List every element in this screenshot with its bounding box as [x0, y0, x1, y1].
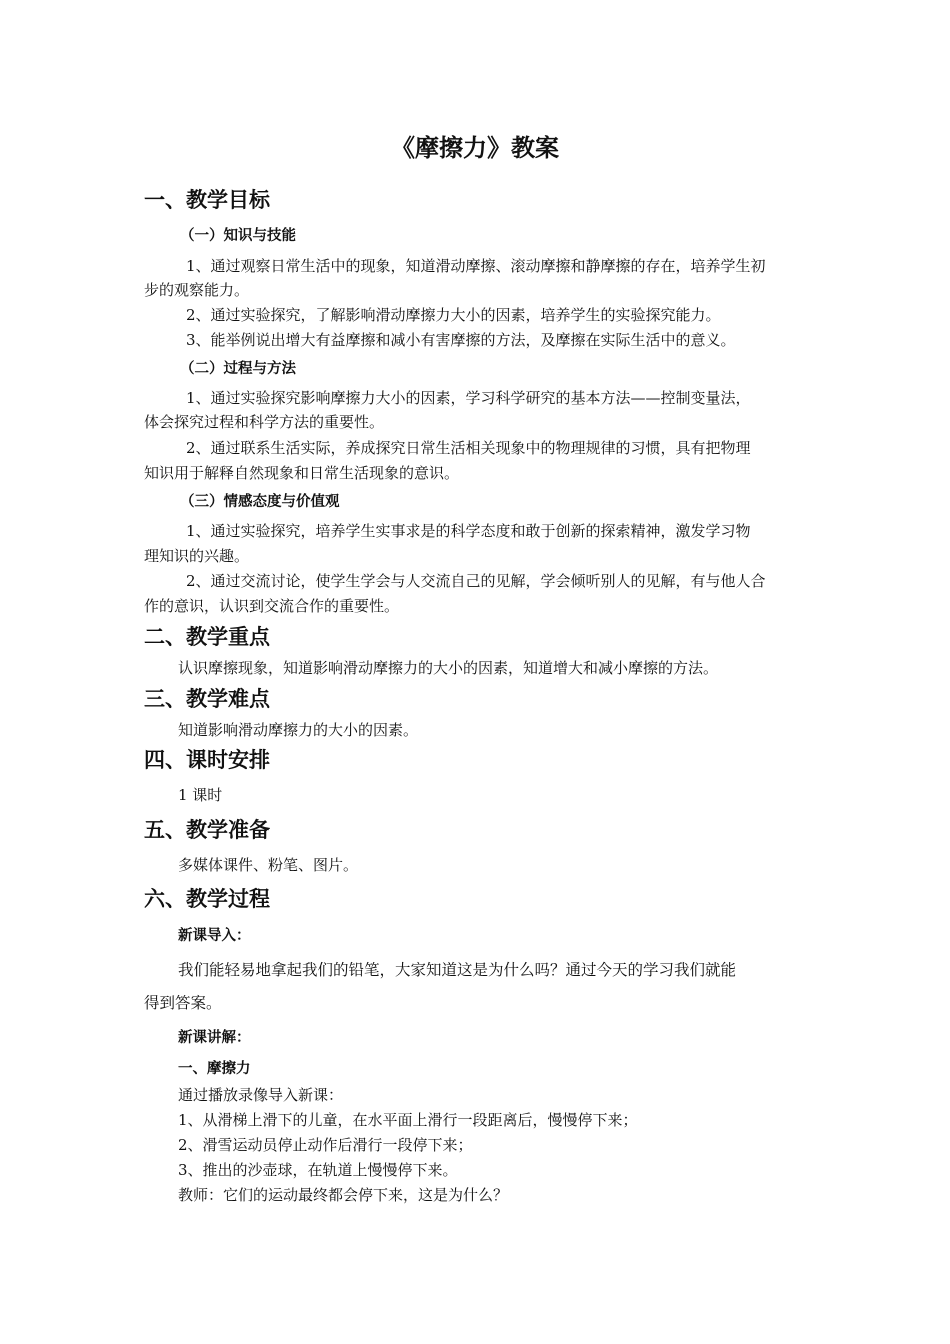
- document-title: 《摩擦力》教案: [391, 134, 559, 162]
- paragraph: 我们能轻易地拿起我们的铅笔，大家知道这是为什么吗？通过今天的学习我们就能: [178, 961, 737, 979]
- list-item: 2、滑雪运动员停止动作后滑行一段停下来；: [178, 1136, 473, 1154]
- subheading-friction: 一、摩擦力: [178, 1061, 251, 1077]
- paragraph: 步的观察能力。: [144, 281, 250, 299]
- paragraph: 知道影响滑动摩擦力的大小的因素。: [178, 721, 419, 739]
- paragraph: 2、通过交流讨论，使学生学会与人交流自己的见解，学会倾听别人的见解，有与他人合: [186, 572, 766, 590]
- paragraph: 作的意识，认识到交流合作的重要性。: [144, 597, 400, 615]
- list-item: 1、从滑梯上滑下的儿童，在水平面上滑行一段距离后，慢慢停下来；: [178, 1111, 638, 1129]
- label-new-lesson-intro: 新课导入：: [178, 928, 251, 944]
- paragraph: 理知识的兴趣。: [144, 547, 250, 565]
- paragraph: 得到答案。: [144, 994, 222, 1012]
- subheading-process-methods: （二）过程与方法: [180, 361, 296, 377]
- paragraph: 知识用于解释自然现象和日常生活现象的意识。: [144, 464, 460, 482]
- heading-preparation: 五、教学准备: [144, 818, 270, 842]
- label-new-lesson-explanation: 新课讲解：: [178, 1030, 251, 1046]
- heading-teaching-process: 六、教学过程: [144, 887, 270, 911]
- paragraph: 1、通过观察日常生活中的现象，知道滑动摩擦、滚动摩擦和静摩擦的存在，培养学生初: [186, 257, 766, 275]
- subheading-knowledge-skills: （一）知识与技能: [180, 228, 296, 244]
- paragraph: 1、通过实验探究，培养学生实事求是的科学态度和敢于创新的探索精神，激发学习物: [186, 522, 751, 540]
- list-item: 3、推出的沙壶球，在轨道上慢慢停下来。: [178, 1161, 458, 1179]
- paragraph: 2、通过联系生活实际，养成探究日常生活相关现象中的物理规律的习惯，具有把物理: [186, 439, 751, 457]
- paragraph: 通过播放录像导入新课：: [178, 1086, 344, 1104]
- paragraph: 1 课时: [178, 786, 223, 804]
- paragraph: 教师：它们的运动最终都会停下来，这是为什么？: [178, 1186, 509, 1204]
- paragraph: 体会探究过程和科学方法的重要性。: [144, 413, 385, 431]
- heading-teaching-goals: 一、教学目标: [144, 188, 270, 212]
- paragraph: 1、通过实验探究影响摩擦力大小的因素，学习科学研究的基本方法——控制变量法，: [186, 389, 751, 407]
- subheading-attitudes-values: （三）情感态度与价值观: [180, 494, 340, 510]
- paragraph: 3、能举例说出增大有益摩擦和减小有害摩擦的方法，及摩擦在实际生活中的意义。: [186, 331, 736, 349]
- paragraph: 认识摩擦现象，知道影响滑动摩擦力的大小的因素，知道增大和减小摩擦的方法。: [178, 659, 719, 677]
- heading-difficult-points: 三、教学难点: [144, 687, 270, 711]
- heading-key-points: 二、教学重点: [144, 625, 270, 649]
- paragraph: 2、通过实验探究，了解影响滑动摩擦力大小的因素，培养学生的实验探究能力。: [186, 306, 721, 324]
- paragraph: 多媒体课件、粉笔、图片。: [178, 856, 359, 874]
- heading-schedule: 四、课时安排: [144, 748, 270, 772]
